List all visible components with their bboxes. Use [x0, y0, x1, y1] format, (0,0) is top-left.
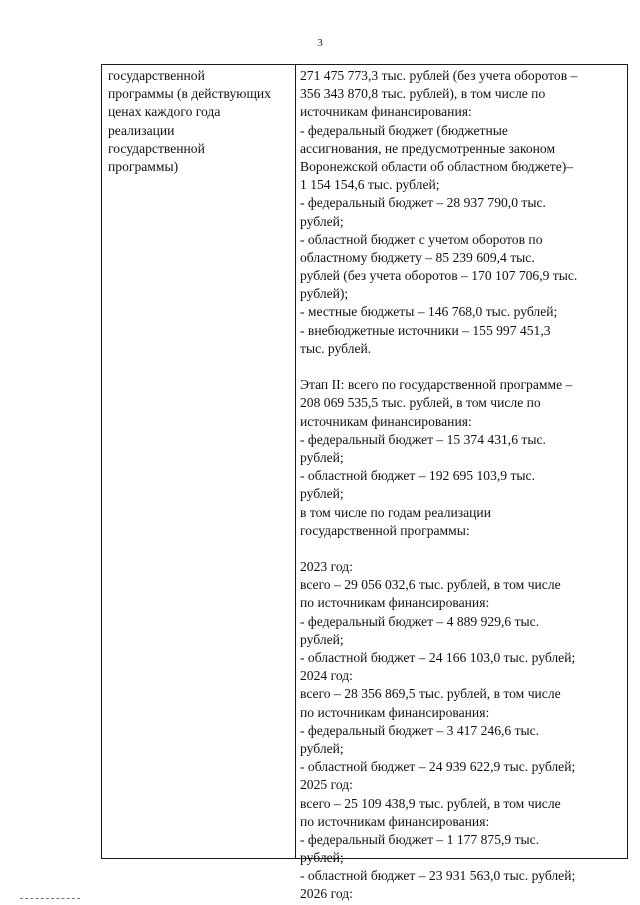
funding-text-line: - федеральный бюджет – 15 374 431,6 тыс. [300, 431, 546, 447]
funding-text-line: по источникам финансирования: [300, 813, 490, 829]
label-text-line: ценах каждого года [108, 104, 221, 120]
funding-text-line: 1 154 154,6 тыс. рублей; [300, 177, 440, 193]
funding-text-line: источникам финансирования: [300, 413, 472, 429]
label-text-line: реализации [108, 122, 175, 138]
funding-text-line: рублей; [300, 631, 344, 647]
funding-text-line: - областной бюджет – 192 695 103,9 тыс. [300, 468, 535, 484]
funding-text-line: рублей (без учета оборотов – 170 107 706,9 тыс. [300, 268, 578, 284]
funding-text-line: - федеральный бюджет – 1 177 875,9 тыс. [300, 831, 540, 847]
blank-line [300, 358, 625, 376]
funding-text-line: источникам финансирования: [300, 104, 472, 120]
funding-text-line: ассигнования, не предусмотренные законом [300, 140, 556, 156]
funding-text-line: - федеральный бюджет – 4 889 929,6 тыс. [300, 613, 540, 629]
funding-text-line: всего – 29 056 032,6 тыс. рублей, в том числе [300, 577, 561, 593]
funding-text-line: 2023 год: [300, 559, 353, 575]
funding-text-line: - местные бюджеты – 146 768,0 тыс. рублей; [300, 304, 558, 320]
funding-text-line: - внебюджетные источники – 155 997 451,3 [300, 322, 551, 338]
funding-text-line: тыс. рублей. [300, 340, 372, 356]
funding-text-line: 2024 год: [300, 668, 353, 684]
funding-text-line: 271 475 773,3 тыс. рублей (без учета оборотов – [300, 68, 578, 83]
funding-text-line: рублей; [300, 213, 344, 229]
funding-text-line: 2026 год: [300, 886, 353, 902]
funding-text-line: - федеральный бюджет (бюджетные [300, 122, 508, 138]
funding-text-line: государственной программы: [300, 522, 470, 538]
funding-text-line: рублей); [300, 286, 349, 302]
funding-text-line: в том числе по годам реализации [300, 504, 491, 520]
funding-text-line: всего – 28 356 869,5 тыс. рублей, в том числе [300, 686, 561, 702]
funding-text-line: рублей; [300, 449, 344, 465]
funding-text-line: - областной бюджет с учетом оборотов по [300, 231, 543, 247]
funding-text-line: всего – 25 109 438,9 тыс. рублей, в том числе [300, 795, 561, 811]
label-text-line: программы) [108, 158, 179, 174]
funding-text-line: - федеральный бюджет – 28 937 790,0 тыс. [300, 195, 546, 211]
funding-text-line: рублей; [300, 486, 344, 502]
label-text-line: государственной [108, 68, 205, 83]
table-cell-label [102, 65, 296, 858]
funding-text-line: - областной бюджет – 24 166 103,0 тыс. рублей; [300, 650, 576, 665]
funding-text-line: областному бюджету – 85 239 609,4 тыс. [300, 249, 535, 265]
funding-text-line: рублей; [300, 850, 344, 866]
funding-text-line: - областной бюджет – 24 939 622,9 тыс. рублей; [300, 759, 576, 775]
blank-line [300, 540, 625, 558]
funding-text-line: по источникам финансирования: [300, 704, 490, 720]
label-text-line: государственной [108, 140, 205, 156]
funding-text-line: рублей; [300, 740, 344, 756]
funding-text-line: 2025 год: [300, 777, 353, 793]
page-number: 3 [317, 37, 323, 49]
funding-table [101, 64, 628, 902]
funding-text-line: 356 343 870,8 тыс. рублей), в том числе по [300, 86, 546, 102]
funding-text-line: по источникам финансирования: [300, 595, 490, 611]
funding-text-line: Воронежской области об областном бюджете)– [300, 158, 574, 174]
funding-text-line: - федеральный бюджет – 3 417 246,6 тыс. [300, 722, 540, 738]
scan-artifact-line [20, 898, 80, 900]
label-text-line: программы (в действующих [108, 86, 271, 102]
funding-text-line: 208 069 535,5 тыс. рублей, в том числе по [300, 395, 541, 411]
table-cell-funding-details [296, 65, 627, 902]
funding-text-line: Этап II: всего по государственной программе – [300, 377, 573, 393]
funding-text-line: - областной бюджет – 23 931 563,0 тыс. рублей; [300, 868, 576, 884]
